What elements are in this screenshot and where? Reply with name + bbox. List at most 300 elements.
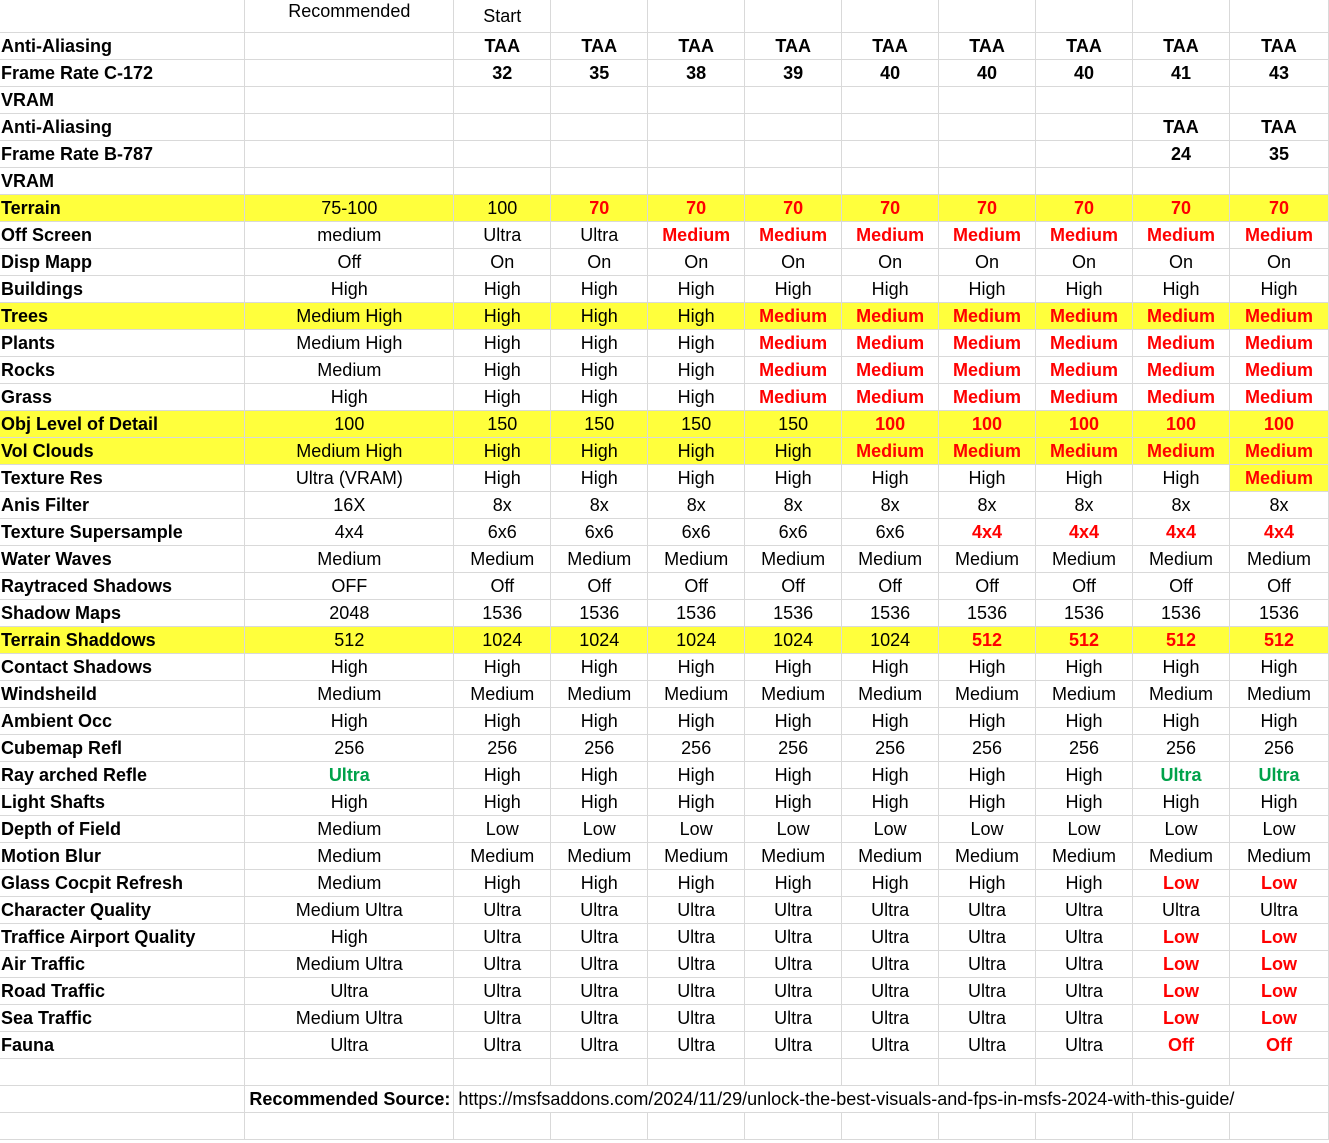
setting-value-cell[interactable]: High bbox=[939, 762, 1036, 789]
setting-value-cell[interactable]: High bbox=[745, 654, 842, 681]
setting-value-cell[interactable]: 8x bbox=[1036, 492, 1133, 519]
setting-value-cell[interactable]: Medium bbox=[939, 438, 1036, 465]
setting-value-cell[interactable]: Medium bbox=[745, 843, 842, 870]
setting-value-cell[interactable]: 150 bbox=[551, 411, 648, 438]
setting-value-cell[interactable]: Medium bbox=[1229, 681, 1328, 708]
setting-value-cell[interactable]: Medium bbox=[1132, 546, 1229, 573]
recommended-value[interactable]: Medium High bbox=[245, 303, 454, 330]
setting-value-cell[interactable]: Medium bbox=[648, 546, 745, 573]
setting-value-cell[interactable]: High bbox=[648, 762, 745, 789]
setting-value-cell[interactable]: 512 bbox=[1229, 627, 1328, 654]
setting-value-cell[interactable]: Medium bbox=[939, 330, 1036, 357]
setting-value-cell[interactable]: Ultra bbox=[745, 897, 842, 924]
setting-value-cell[interactable]: Ultra bbox=[939, 951, 1036, 978]
recommended-value[interactable]: High bbox=[245, 924, 454, 951]
setting-value-cell[interactable]: 1536 bbox=[1132, 600, 1229, 627]
setting-value-cell[interactable]: Medium bbox=[745, 303, 842, 330]
recommended-value[interactable]: OFF bbox=[245, 573, 454, 600]
setting-value-cell[interactable]: High bbox=[745, 465, 842, 492]
row-label[interactable]: Texture Supersample bbox=[0, 519, 245, 546]
setting-value-cell[interactable]: High bbox=[939, 870, 1036, 897]
setting-value-cell[interactable]: High bbox=[648, 303, 745, 330]
empty-cell[interactable] bbox=[745, 1059, 842, 1086]
row-label[interactable]: VRAM bbox=[0, 87, 245, 114]
empty-cell[interactable] bbox=[1036, 1059, 1133, 1086]
setting-value-cell[interactable] bbox=[454, 168, 551, 195]
setting-value-cell[interactable]: Medium bbox=[1036, 330, 1133, 357]
setting-value-cell[interactable]: Medium bbox=[648, 222, 745, 249]
setting-value-cell[interactable]: 8x bbox=[648, 492, 745, 519]
header-recommended[interactable]: Recommended bbox=[245, 0, 454, 33]
setting-value-cell[interactable]: Medium bbox=[842, 843, 939, 870]
row-label[interactable]: Shadow Maps bbox=[0, 600, 245, 627]
setting-value-cell[interactable]: Low bbox=[1132, 870, 1229, 897]
setting-value-cell[interactable]: 6x6 bbox=[454, 519, 551, 546]
setting-value-cell[interactable]: 100 bbox=[939, 411, 1036, 438]
setting-value-cell[interactable]: 41 bbox=[1132, 60, 1229, 87]
setting-value-cell[interactable]: Ultra bbox=[1036, 1032, 1133, 1059]
setting-value-cell[interactable]: 1536 bbox=[1229, 600, 1328, 627]
setting-value-cell[interactable]: High bbox=[842, 762, 939, 789]
setting-value-cell[interactable] bbox=[454, 87, 551, 114]
setting-value-cell[interactable]: Off bbox=[1229, 573, 1328, 600]
setting-value-cell[interactable]: 100 bbox=[842, 411, 939, 438]
row-label[interactable]: Texture Res bbox=[0, 465, 245, 492]
row-label[interactable]: Terrain bbox=[0, 195, 245, 222]
setting-value-cell[interactable]: 70 bbox=[1132, 195, 1229, 222]
setting-value-cell[interactable]: 256 bbox=[648, 735, 745, 762]
setting-value-cell[interactable]: High bbox=[1132, 465, 1229, 492]
setting-value-cell[interactable]: Low bbox=[454, 816, 551, 843]
setting-value-cell[interactable]: High bbox=[939, 465, 1036, 492]
setting-value-cell[interactable]: Ultra bbox=[1036, 1005, 1133, 1032]
setting-value-cell[interactable]: 1536 bbox=[648, 600, 745, 627]
row-label[interactable]: Glass Cocpit Refresh bbox=[0, 870, 245, 897]
empty-cell[interactable] bbox=[1229, 1113, 1328, 1140]
setting-value-cell[interactable]: Ultra bbox=[454, 924, 551, 951]
empty-cell[interactable] bbox=[551, 1113, 648, 1140]
setting-value-cell[interactable]: TAA bbox=[648, 33, 745, 60]
setting-value-cell[interactable]: 100 bbox=[454, 195, 551, 222]
setting-value-cell[interactable]: High bbox=[551, 465, 648, 492]
setting-value-cell[interactable]: Low bbox=[1229, 951, 1328, 978]
setting-value-cell[interactable]: Medium bbox=[1132, 384, 1229, 411]
setting-value-cell[interactable]: TAA bbox=[745, 33, 842, 60]
setting-value-cell[interactable]: 256 bbox=[842, 735, 939, 762]
setting-value-cell[interactable]: Off bbox=[1229, 1032, 1328, 1059]
setting-value-cell[interactable]: High bbox=[648, 654, 745, 681]
recommended-value[interactable]: Ultra bbox=[245, 1032, 454, 1059]
setting-value-cell[interactable]: On bbox=[745, 249, 842, 276]
setting-value-cell[interactable]: Medium bbox=[1036, 384, 1133, 411]
setting-value-cell[interactable]: 70 bbox=[551, 195, 648, 222]
setting-value-cell[interactable]: Ultra bbox=[939, 1032, 1036, 1059]
setting-value-cell[interactable]: High bbox=[939, 654, 1036, 681]
setting-value-cell[interactable]: 70 bbox=[939, 195, 1036, 222]
setting-value-cell[interactable]: Low bbox=[1229, 978, 1328, 1005]
setting-value-cell[interactable]: Ultra bbox=[842, 1005, 939, 1032]
setting-value-cell[interactable]: High bbox=[1132, 654, 1229, 681]
setting-value-cell[interactable]: High bbox=[551, 357, 648, 384]
setting-value-cell[interactable]: High bbox=[454, 654, 551, 681]
setting-value-cell[interactable]: 70 bbox=[745, 195, 842, 222]
empty-cell[interactable] bbox=[648, 1059, 745, 1086]
setting-value-cell[interactable]: 32 bbox=[454, 60, 551, 87]
recommended-value[interactable]: Ultra (VRAM) bbox=[245, 465, 454, 492]
setting-value-cell[interactable]: Off bbox=[1132, 573, 1229, 600]
recommended-value[interactable]: 256 bbox=[245, 735, 454, 762]
empty-cell[interactable] bbox=[939, 1059, 1036, 1086]
setting-value-cell[interactable]: Low bbox=[1036, 816, 1133, 843]
setting-value-cell[interactable]: Medium bbox=[1229, 465, 1328, 492]
recommended-value[interactable]: 16X bbox=[245, 492, 454, 519]
setting-value-cell[interactable] bbox=[1036, 87, 1133, 114]
setting-value-cell[interactable]: 512 bbox=[1036, 627, 1133, 654]
setting-value-cell[interactable]: Ultra bbox=[551, 897, 648, 924]
setting-value-cell[interactable] bbox=[842, 168, 939, 195]
setting-value-cell[interactable]: Medium bbox=[842, 303, 939, 330]
setting-value-cell[interactable]: High bbox=[551, 303, 648, 330]
setting-value-cell[interactable]: 1024 bbox=[551, 627, 648, 654]
setting-value-cell[interactable]: Medium bbox=[1036, 438, 1133, 465]
setting-value-cell[interactable]: Low bbox=[745, 816, 842, 843]
setting-value-cell[interactable]: Ultra bbox=[454, 951, 551, 978]
setting-value-cell[interactable]: TAA bbox=[1229, 33, 1328, 60]
setting-value-cell[interactable]: Ultra bbox=[454, 978, 551, 1005]
setting-value-cell[interactable]: Medium bbox=[842, 384, 939, 411]
row-label[interactable]: Plants bbox=[0, 330, 245, 357]
setting-value-cell[interactable]: Ultra bbox=[648, 897, 745, 924]
row-label[interactable]: Ray arched Refle bbox=[0, 762, 245, 789]
recommended-value[interactable]: medium bbox=[245, 222, 454, 249]
setting-value-cell[interactable]: High bbox=[842, 870, 939, 897]
setting-value-cell[interactable]: High bbox=[454, 357, 551, 384]
setting-value-cell[interactable]: Off bbox=[1036, 573, 1133, 600]
setting-value-cell[interactable]: 4x4 bbox=[1229, 519, 1328, 546]
setting-value-cell[interactable]: 43 bbox=[1229, 60, 1328, 87]
setting-value-cell[interactable]: On bbox=[1132, 249, 1229, 276]
row-label[interactable]: Water Waves bbox=[0, 546, 245, 573]
setting-value-cell[interactable]: TAA bbox=[1132, 33, 1229, 60]
setting-value-cell[interactable]: Ultra bbox=[1036, 897, 1133, 924]
empty-cell[interactable] bbox=[0, 1113, 245, 1140]
row-label[interactable]: Light Shafts bbox=[0, 789, 245, 816]
row-label[interactable]: Windsheild bbox=[0, 681, 245, 708]
setting-value-cell[interactable]: High bbox=[1132, 708, 1229, 735]
setting-value-cell[interactable] bbox=[454, 141, 551, 168]
recommended-value[interactable]: Medium bbox=[245, 816, 454, 843]
row-label[interactable]: Grass bbox=[0, 384, 245, 411]
setting-value-cell[interactable]: Medium bbox=[745, 357, 842, 384]
setting-value-cell[interactable] bbox=[648, 87, 745, 114]
row-label[interactable]: Character Quality bbox=[0, 897, 245, 924]
setting-value-cell[interactable]: Ultra bbox=[1036, 924, 1133, 951]
setting-value-cell[interactable]: Medium bbox=[1132, 303, 1229, 330]
setting-value-cell[interactable]: Ultra bbox=[648, 951, 745, 978]
header-empty-cell[interactable] bbox=[1036, 0, 1133, 33]
setting-value-cell[interactable]: Medium bbox=[1229, 384, 1328, 411]
setting-value-cell[interactable]: High bbox=[454, 303, 551, 330]
setting-value-cell[interactable]: Off bbox=[745, 573, 842, 600]
setting-value-cell[interactable]: On bbox=[454, 249, 551, 276]
setting-value-cell[interactable]: Medium bbox=[454, 681, 551, 708]
row-label[interactable]: Vol Clouds bbox=[0, 438, 245, 465]
setting-value-cell[interactable]: Low bbox=[1229, 924, 1328, 951]
setting-value-cell[interactable]: Ultra bbox=[745, 978, 842, 1005]
setting-value-cell[interactable]: Medium bbox=[939, 843, 1036, 870]
setting-value-cell[interactable]: Medium bbox=[1229, 222, 1328, 249]
setting-value-cell[interactable]: Medium bbox=[1036, 357, 1133, 384]
setting-value-cell[interactable]: 100 bbox=[1132, 411, 1229, 438]
setting-value-cell[interactable]: TAA bbox=[551, 33, 648, 60]
empty-cell[interactable] bbox=[842, 1113, 939, 1140]
setting-value-cell[interactable]: High bbox=[842, 789, 939, 816]
setting-value-cell[interactable] bbox=[648, 168, 745, 195]
setting-value-cell[interactable]: High bbox=[551, 789, 648, 816]
setting-value-cell[interactable]: 1536 bbox=[842, 600, 939, 627]
setting-value-cell[interactable]: 256 bbox=[1229, 735, 1328, 762]
empty-cell[interactable] bbox=[454, 1113, 551, 1140]
setting-value-cell[interactable]: 8x bbox=[745, 492, 842, 519]
setting-value-cell[interactable]: 8x bbox=[454, 492, 551, 519]
setting-value-cell[interactable]: On bbox=[939, 249, 1036, 276]
setting-value-cell[interactable]: Medium bbox=[939, 357, 1036, 384]
setting-value-cell[interactable]: Ultra bbox=[939, 978, 1036, 1005]
setting-value-cell[interactable]: Medium bbox=[745, 330, 842, 357]
header-empty-cell[interactable] bbox=[1132, 0, 1229, 33]
recommended-value[interactable]: Medium bbox=[245, 870, 454, 897]
recommended-value[interactable]: High bbox=[245, 789, 454, 816]
recommended-value[interactable]: High bbox=[245, 654, 454, 681]
setting-value-cell[interactable]: TAA bbox=[842, 33, 939, 60]
header-start[interactable]: Start bbox=[454, 0, 551, 33]
setting-value-cell[interactable]: Medium bbox=[648, 681, 745, 708]
setting-value-cell[interactable]: 6x6 bbox=[842, 519, 939, 546]
setting-value-cell[interactable]: Medium bbox=[1132, 330, 1229, 357]
setting-value-cell[interactable]: On bbox=[842, 249, 939, 276]
setting-value-cell[interactable]: Medium bbox=[1229, 303, 1328, 330]
setting-value-cell[interactable]: High bbox=[454, 762, 551, 789]
header-empty-cell[interactable] bbox=[551, 0, 648, 33]
setting-value-cell[interactable]: Medium bbox=[939, 384, 1036, 411]
setting-value-cell[interactable]: Ultra bbox=[1132, 762, 1229, 789]
setting-value-cell[interactable]: Medium bbox=[1229, 357, 1328, 384]
setting-value-cell[interactable]: Medium bbox=[939, 222, 1036, 249]
setting-value-cell[interactable]: On bbox=[551, 249, 648, 276]
empty-cell[interactable] bbox=[939, 1113, 1036, 1140]
setting-value-cell[interactable]: High bbox=[1229, 276, 1328, 303]
setting-value-cell[interactable]: High bbox=[842, 276, 939, 303]
recommended-value[interactable]: 4x4 bbox=[245, 519, 454, 546]
setting-value-cell[interactable]: Ultra bbox=[551, 1032, 648, 1059]
setting-value-cell[interactable]: High bbox=[454, 384, 551, 411]
empty-cell[interactable] bbox=[1132, 1059, 1229, 1086]
recommended-value[interactable] bbox=[245, 60, 454, 87]
setting-value-cell[interactable]: Ultra bbox=[939, 1005, 1036, 1032]
setting-value-cell[interactable] bbox=[745, 87, 842, 114]
setting-value-cell[interactable]: 256 bbox=[745, 735, 842, 762]
setting-value-cell[interactable]: High bbox=[551, 870, 648, 897]
setting-value-cell[interactable]: Medium bbox=[1036, 681, 1133, 708]
setting-value-cell[interactable]: 100 bbox=[1036, 411, 1133, 438]
setting-value-cell[interactable]: Ultra bbox=[1229, 762, 1328, 789]
setting-value-cell[interactable] bbox=[1036, 141, 1133, 168]
setting-value-cell[interactable]: Medium bbox=[551, 843, 648, 870]
recommended-value[interactable] bbox=[245, 168, 454, 195]
setting-value-cell[interactable]: Ultra bbox=[745, 951, 842, 978]
setting-value-cell[interactable]: High bbox=[648, 708, 745, 735]
setting-value-cell[interactable] bbox=[551, 114, 648, 141]
setting-value-cell[interactable] bbox=[842, 87, 939, 114]
setting-value-cell[interactable]: 256 bbox=[1132, 735, 1229, 762]
setting-value-cell[interactable]: Ultra bbox=[1132, 897, 1229, 924]
setting-value-cell[interactable]: Off bbox=[1132, 1032, 1229, 1059]
setting-value-cell[interactable]: High bbox=[454, 438, 551, 465]
setting-value-cell[interactable]: Medium bbox=[745, 681, 842, 708]
setting-value-cell[interactable]: High bbox=[939, 789, 1036, 816]
setting-value-cell[interactable]: Ultra bbox=[842, 1032, 939, 1059]
setting-value-cell[interactable]: TAA bbox=[1132, 114, 1229, 141]
recommended-value[interactable]: Medium High bbox=[245, 330, 454, 357]
setting-value-cell[interactable]: High bbox=[648, 276, 745, 303]
setting-value-cell[interactable]: 8x bbox=[551, 492, 648, 519]
setting-value-cell[interactable]: Ultra bbox=[745, 924, 842, 951]
setting-value-cell[interactable] bbox=[1229, 168, 1328, 195]
empty-cell[interactable] bbox=[0, 1059, 245, 1086]
setting-value-cell[interactable]: 8x bbox=[1229, 492, 1328, 519]
empty-cell[interactable] bbox=[842, 1059, 939, 1086]
setting-value-cell[interactable]: Ultra bbox=[1229, 897, 1328, 924]
setting-value-cell[interactable]: High bbox=[1229, 789, 1328, 816]
setting-value-cell[interactable]: High bbox=[1036, 276, 1133, 303]
header-empty-cell[interactable] bbox=[648, 0, 745, 33]
recommended-value[interactable]: Medium High bbox=[245, 438, 454, 465]
empty-cell[interactable] bbox=[1036, 1113, 1133, 1140]
setting-value-cell[interactable]: Medium bbox=[1229, 546, 1328, 573]
recommended-value[interactable]: Off bbox=[245, 249, 454, 276]
header-empty-cell[interactable] bbox=[745, 0, 842, 33]
setting-value-cell[interactable]: Ultra bbox=[648, 1032, 745, 1059]
setting-value-cell[interactable]: High bbox=[648, 465, 745, 492]
setting-value-cell[interactable]: 4x4 bbox=[1036, 519, 1133, 546]
setting-value-cell[interactable]: Low bbox=[1229, 1005, 1328, 1032]
setting-value-cell[interactable]: Low bbox=[1132, 951, 1229, 978]
setting-value-cell[interactable]: Medium bbox=[1229, 843, 1328, 870]
setting-value-cell[interactable]: Medium bbox=[648, 843, 745, 870]
row-label[interactable]: Air Traffic bbox=[0, 951, 245, 978]
setting-value-cell[interactable]: Medium bbox=[745, 384, 842, 411]
setting-value-cell[interactable]: TAA bbox=[1229, 114, 1328, 141]
setting-value-cell[interactable]: Ultra bbox=[842, 978, 939, 1005]
setting-value-cell[interactable] bbox=[842, 114, 939, 141]
setting-value-cell[interactable]: 4x4 bbox=[1132, 519, 1229, 546]
setting-value-cell[interactable]: Low bbox=[551, 816, 648, 843]
empty-cell[interactable] bbox=[745, 1113, 842, 1140]
setting-value-cell[interactable]: Ultra bbox=[454, 1005, 551, 1032]
setting-value-cell[interactable]: Medium bbox=[745, 222, 842, 249]
setting-value-cell[interactable]: 1536 bbox=[745, 600, 842, 627]
setting-value-cell[interactable]: Medium bbox=[1036, 303, 1133, 330]
setting-value-cell[interactable]: Ultra bbox=[454, 897, 551, 924]
row-label[interactable]: Anti-Aliasing bbox=[0, 114, 245, 141]
setting-value-cell[interactable]: High bbox=[454, 330, 551, 357]
setting-value-cell[interactable]: High bbox=[1036, 708, 1133, 735]
setting-value-cell[interactable]: Ultra bbox=[648, 978, 745, 1005]
setting-value-cell[interactable]: Medium bbox=[551, 681, 648, 708]
setting-value-cell[interactable]: High bbox=[648, 330, 745, 357]
setting-value-cell[interactable]: Low bbox=[1229, 870, 1328, 897]
empty-cell[interactable] bbox=[551, 1059, 648, 1086]
row-label[interactable]: Frame Rate C-172 bbox=[0, 60, 245, 87]
setting-value-cell[interactable]: 38 bbox=[648, 60, 745, 87]
setting-value-cell[interactable]: High bbox=[454, 465, 551, 492]
row-label[interactable]: Road Traffic bbox=[0, 978, 245, 1005]
recommended-value[interactable]: Medium bbox=[245, 681, 454, 708]
recommended-value[interactable]: Medium Ultra bbox=[245, 951, 454, 978]
setting-value-cell[interactable]: High bbox=[648, 789, 745, 816]
recommended-value[interactable]: High bbox=[245, 384, 454, 411]
setting-value-cell[interactable]: 150 bbox=[745, 411, 842, 438]
setting-value-cell[interactable]: Medium bbox=[842, 222, 939, 249]
setting-value-cell[interactable]: 256 bbox=[454, 735, 551, 762]
setting-value-cell[interactable]: 6x6 bbox=[551, 519, 648, 546]
setting-value-cell[interactable]: 1536 bbox=[454, 600, 551, 627]
setting-value-cell[interactable]: Off bbox=[939, 573, 1036, 600]
setting-value-cell[interactable]: High bbox=[745, 762, 842, 789]
setting-value-cell[interactable]: High bbox=[551, 276, 648, 303]
recommended-value[interactable]: High bbox=[245, 708, 454, 735]
setting-value-cell[interactable]: Ultra bbox=[842, 951, 939, 978]
setting-value-cell[interactable]: 40 bbox=[842, 60, 939, 87]
row-label[interactable]: Contact Shadows bbox=[0, 654, 245, 681]
recommended-value[interactable]: High bbox=[245, 276, 454, 303]
row-label[interactable]: Motion Blur bbox=[0, 843, 245, 870]
row-label[interactable]: Terrain Shaddows bbox=[0, 627, 245, 654]
setting-value-cell[interactable] bbox=[1036, 114, 1133, 141]
recommended-value[interactable]: 512 bbox=[245, 627, 454, 654]
setting-value-cell[interactable] bbox=[648, 114, 745, 141]
setting-value-cell[interactable] bbox=[745, 141, 842, 168]
setting-value-cell[interactable]: High bbox=[842, 465, 939, 492]
recommended-value[interactable]: Medium Ultra bbox=[245, 1005, 454, 1032]
setting-value-cell[interactable]: Ultra bbox=[939, 897, 1036, 924]
setting-value-cell[interactable]: Medium bbox=[842, 357, 939, 384]
setting-value-cell[interactable]: High bbox=[1036, 654, 1133, 681]
setting-value-cell[interactable]: Medium bbox=[454, 843, 551, 870]
setting-value-cell[interactable]: 100 bbox=[1229, 411, 1328, 438]
setting-value-cell[interactable]: Ultra bbox=[842, 924, 939, 951]
setting-value-cell[interactable]: 70 bbox=[648, 195, 745, 222]
setting-value-cell[interactable]: 1024 bbox=[842, 627, 939, 654]
setting-value-cell[interactable]: High bbox=[1229, 708, 1328, 735]
setting-value-cell[interactable]: High bbox=[454, 708, 551, 735]
setting-value-cell[interactable]: High bbox=[1036, 789, 1133, 816]
recommended-value[interactable]: 75-100 bbox=[245, 195, 454, 222]
setting-value-cell[interactable] bbox=[745, 168, 842, 195]
setting-value-cell[interactable] bbox=[842, 141, 939, 168]
setting-value-cell[interactable] bbox=[648, 141, 745, 168]
setting-value-cell[interactable]: High bbox=[939, 708, 1036, 735]
empty-cell[interactable] bbox=[0, 1086, 245, 1113]
setting-value-cell[interactable]: High bbox=[551, 330, 648, 357]
row-label[interactable]: Depth of Field bbox=[0, 816, 245, 843]
setting-value-cell[interactable]: Off bbox=[551, 573, 648, 600]
setting-value-cell[interactable]: Ultra bbox=[551, 978, 648, 1005]
setting-value-cell[interactable]: Ultra bbox=[648, 924, 745, 951]
setting-value-cell[interactable]: High bbox=[648, 438, 745, 465]
setting-value-cell[interactable]: High bbox=[454, 789, 551, 816]
setting-value-cell[interactable]: Medium bbox=[745, 546, 842, 573]
